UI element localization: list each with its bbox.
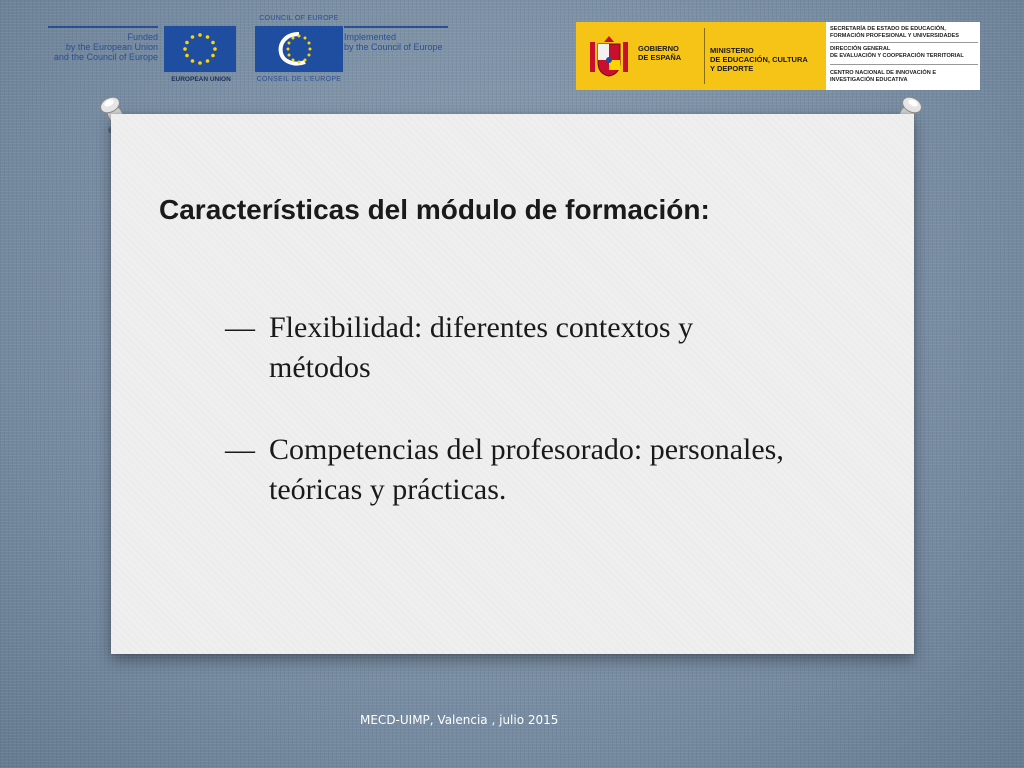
logo-divider (344, 26, 448, 28)
bullet-marker: — (225, 433, 255, 466)
eu-label: EUROPEAN UNION (171, 76, 231, 83)
funded-text (48, 32, 158, 62)
ministerio-line-2: DE EDUCACIÓN, CULTURA (710, 55, 808, 64)
coat-of-arms-icon (588, 32, 630, 80)
centro-text (830, 70, 936, 84)
bullet-text-line-1: Flexibilidad: diferentes contextos y (269, 311, 694, 344)
eu-flag-icon (164, 26, 236, 72)
ministry-divider (704, 28, 705, 84)
direccion-line-1: DIRECCIÓN GENERAL (830, 46, 891, 52)
centro-line-2: INVESTIGACIÓN EDUCATIVA (830, 77, 908, 83)
implemented-line-2: by the Council of Europe (344, 42, 443, 52)
ministerio-text (710, 46, 808, 73)
bullet-text-line-1: Competencias del profesorado: personales, (269, 433, 784, 466)
department-divider (830, 42, 978, 43)
ministry-departments (828, 22, 980, 90)
ministerio-line-3: Y DEPORTE (710, 64, 754, 73)
secretaria-line-2: FORMACIÓN PROFESIONAL Y UNIVERSIDADES (830, 33, 959, 39)
ministry-yellow-band (576, 22, 826, 90)
secretaria-line-1: SECRETARÍA DE ESTADO DE EDUCACIÓN, (830, 26, 946, 32)
funded-line-2: by the European Union (65, 42, 158, 52)
spain-ministry-logo (576, 22, 980, 90)
slide-footer: MECD-UIMP, Valencia , julio 2015 (360, 713, 559, 727)
funded-line-3: and the Council of Europe (53, 52, 158, 62)
implemented-text (344, 32, 454, 52)
centro-line-1: CENTRO NACIONAL DE INNOVACIÓN E (830, 70, 937, 76)
bullet-item (225, 430, 857, 510)
coe-top-label: COUNCIL OF EUROPE (259, 15, 339, 22)
gobierno-line-2: DE ESPAÑA (638, 53, 682, 62)
secretaria-text (830, 26, 959, 40)
bullet-item (225, 308, 857, 388)
ministerio-line-1: MINISTERIO (710, 46, 754, 55)
direccion-text (830, 46, 964, 60)
eu-coe-logo (48, 15, 448, 88)
bullet-text-line-2: teóricas y prácticas. (269, 473, 507, 506)
gobierno-text (638, 44, 681, 62)
department-divider (830, 64, 978, 65)
slide-card (111, 114, 914, 654)
implemented-line-1: Implemented (344, 32, 397, 42)
slide-title: Características del módulo de formación: (159, 194, 710, 225)
coe-bottom-label: CONSEIL DE L'EUROPE (256, 76, 342, 83)
logo-divider (48, 26, 158, 28)
coe-flag-icon (255, 26, 343, 72)
bullet-text-line-2: métodos (269, 351, 371, 384)
funded-line-1: Funded (127, 32, 158, 42)
bullet-marker: — (225, 311, 255, 344)
gobierno-line-1: GOBIERNO (638, 44, 679, 53)
direccion-line-2: DE EVALUACIÓN Y COOPERACIÓN TERRITORIAL (830, 53, 964, 59)
